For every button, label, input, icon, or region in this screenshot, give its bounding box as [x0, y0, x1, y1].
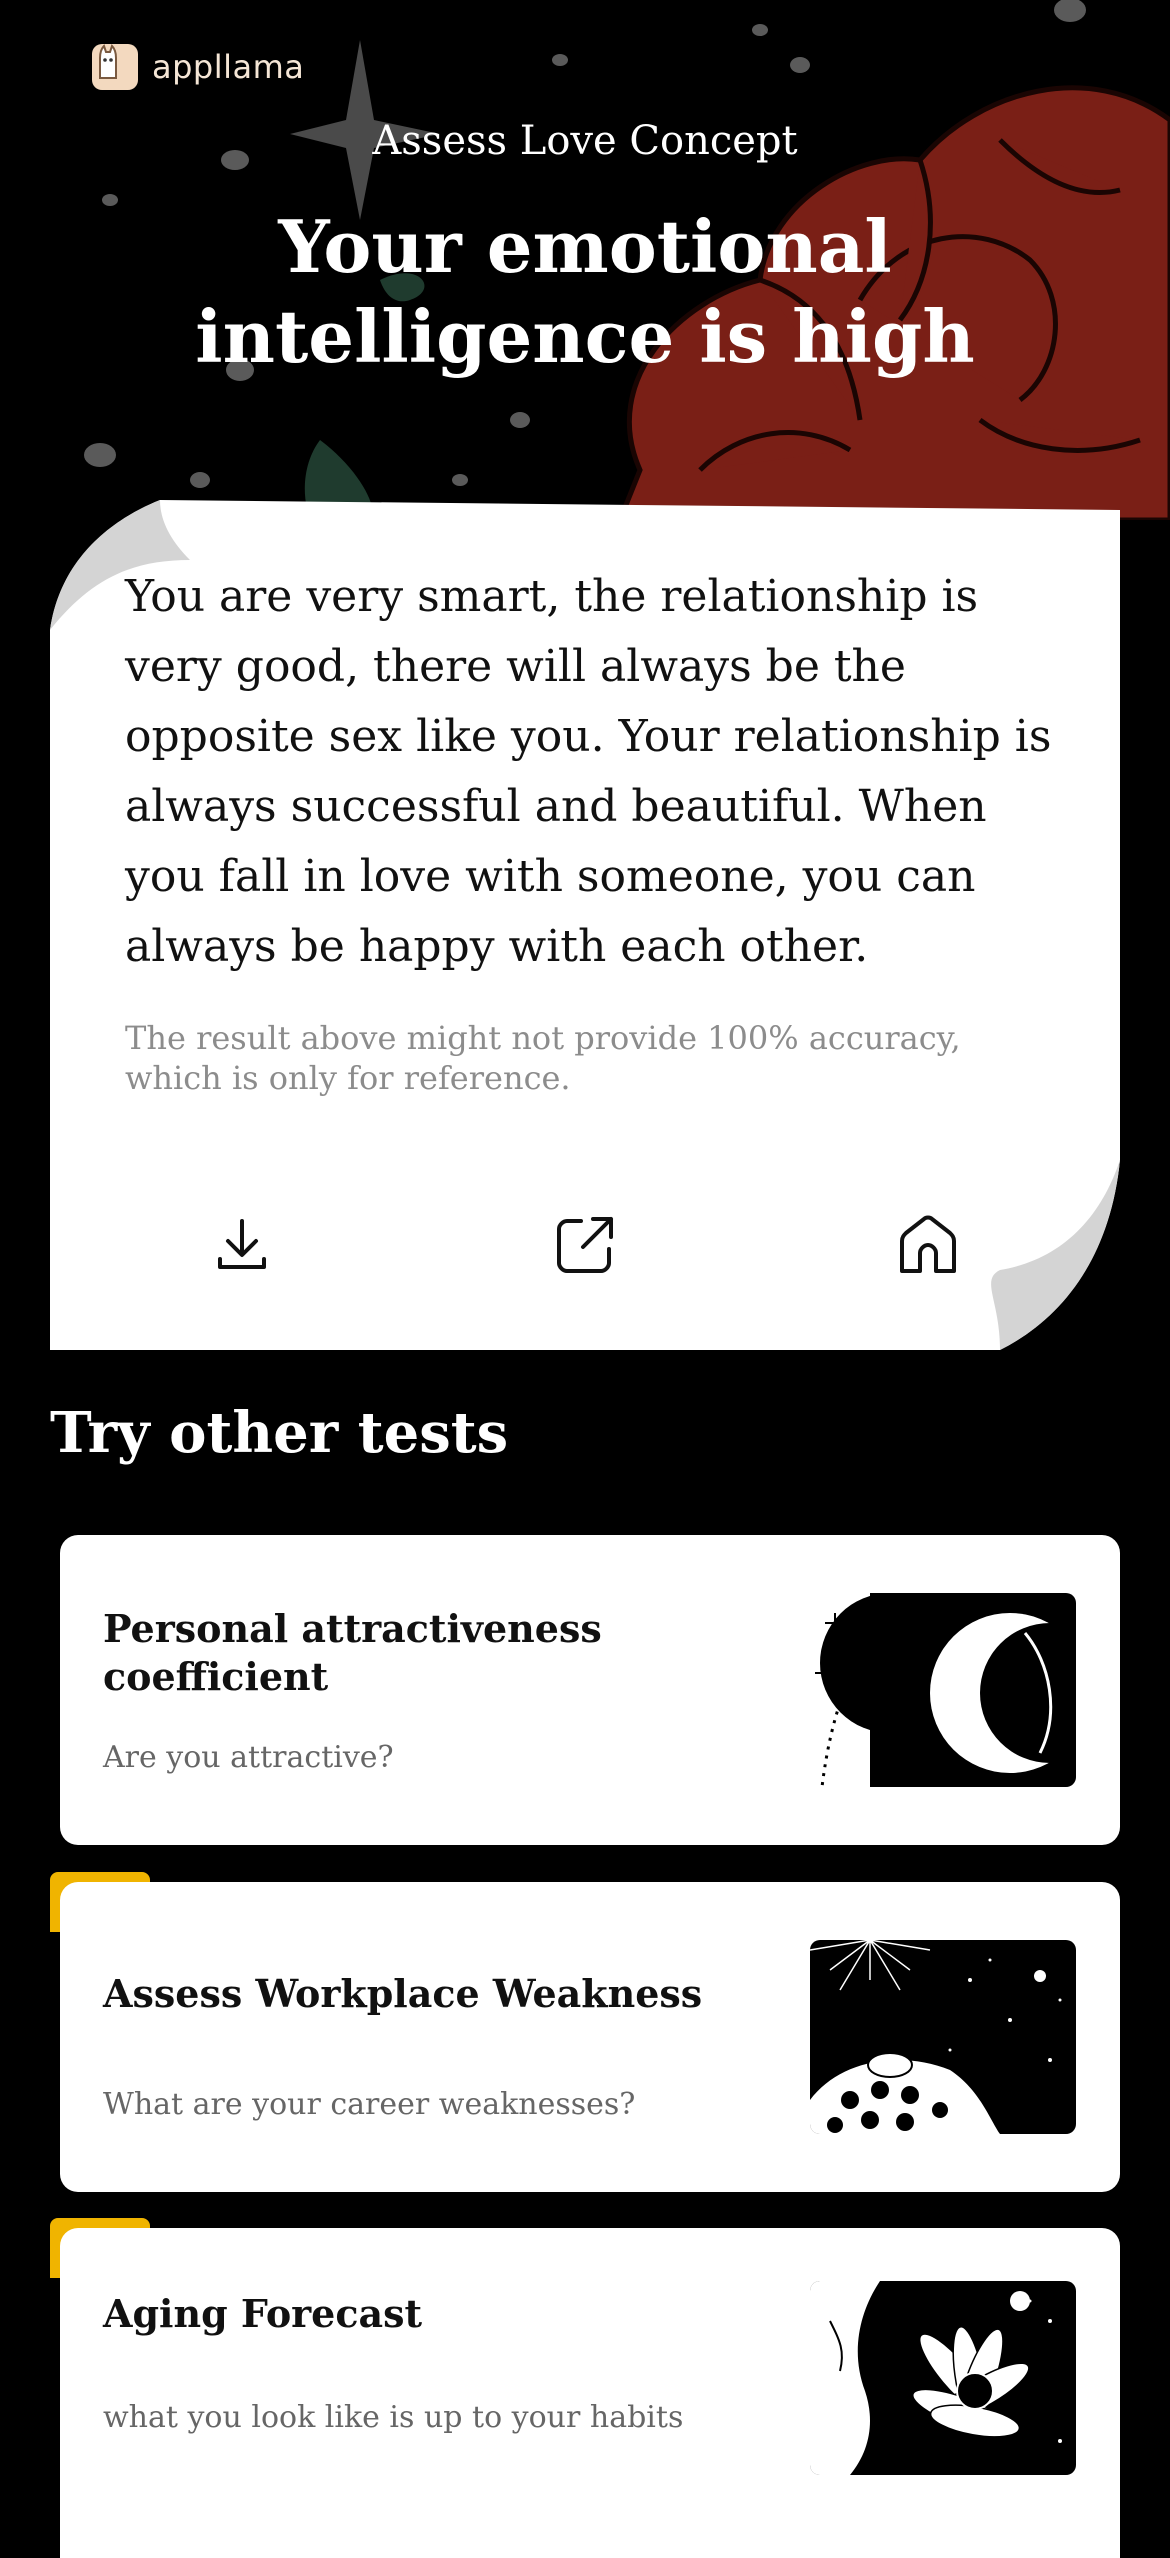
- logo-text: appllama: [152, 48, 305, 86]
- test-card-workplace-weakness[interactable]: [60, 1882, 1120, 2192]
- share-button[interactable]: [540, 1200, 630, 1290]
- result-actions: [50, 1200, 1120, 1290]
- test-title: Assess Workplace Weakness: [103, 1971, 703, 2016]
- test-card-attractiveness[interactable]: [60, 1535, 1120, 1845]
- home-button[interactable]: [883, 1200, 973, 1290]
- download-button[interactable]: [197, 1200, 287, 1290]
- woman-moon-illustration: [810, 1593, 1076, 1787]
- llama-icon: [92, 44, 138, 90]
- hero-banner: [0, 0, 1170, 520]
- share-icon: [553, 1213, 617, 1277]
- accuracy-disclaimer: The result above might not provide 100% accuracy, which is only for reference.: [125, 1019, 961, 1097]
- result-card: [50, 500, 1120, 1350]
- section-title-other-tests: Try other tests: [50, 1400, 509, 1466]
- result-headline: Your emotional intelligence is high: [195, 204, 975, 379]
- result-description: You are very smart, the relationship is very good, there will always be the opposite sex like you. Your relationship is always successful and beautiful. When you fall in love with someone, you can always be happy with each other.: [125, 571, 1052, 972]
- test-description: Are you attractive?: [103, 1740, 394, 1775]
- test-card-aging-forecast[interactable]: [60, 2228, 1120, 2558]
- test-title: Aging Forecast: [103, 2291, 423, 2336]
- download-icon: [212, 1215, 272, 1275]
- woman-flower-illustration: [810, 2281, 1076, 2475]
- test-title: Personal attractiveness coefficient: [103, 1606, 602, 1699]
- test-subtitle: Assess Love Concept: [372, 118, 798, 164]
- home-icon: [896, 1213, 960, 1277]
- turtle-night-illustration: [810, 1940, 1076, 2134]
- app-logo: [92, 44, 304, 90]
- test-description: What are your career weaknesses?: [103, 2087, 636, 2122]
- test-description: what you look like is up to your habits: [103, 2400, 684, 2435]
